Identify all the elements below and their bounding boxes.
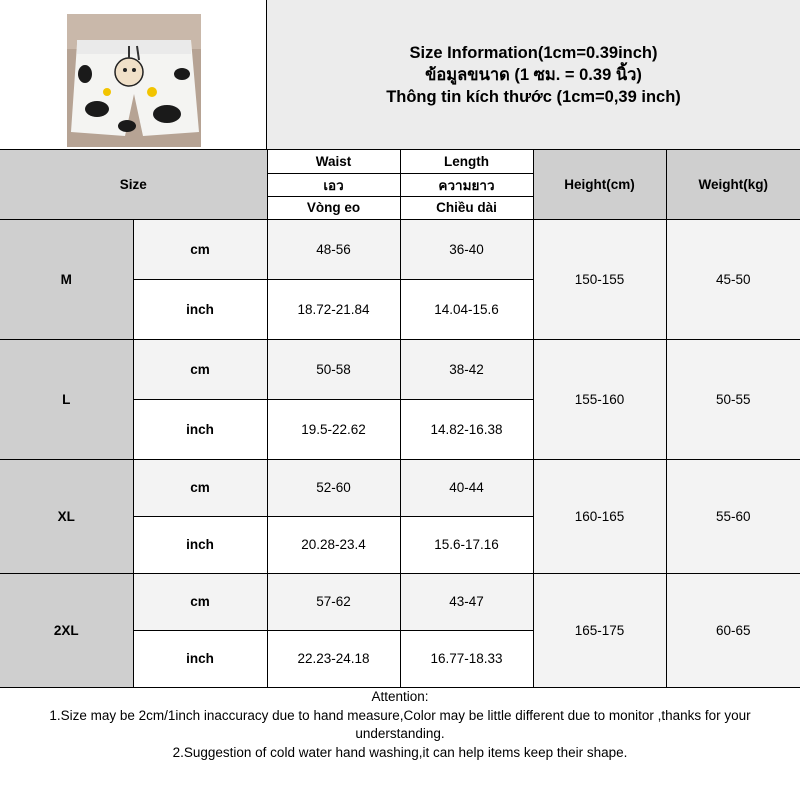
attention-note-1: 1.Size may be 2cm/1inch inaccuracy due to hand measure,Color may be little different due to monitor ,thanks for your understanding. [49, 707, 751, 741]
unit-label-inch: inch [133, 630, 267, 687]
size-table [0, 150, 800, 688]
waist-inch-value: 18.72-21.84 [267, 279, 400, 339]
weight-value: 55-60 [666, 459, 800, 573]
product-photo-cell [0, 0, 267, 150]
unit-label-cm: cm [133, 573, 267, 630]
table-row [0, 573, 800, 630]
waist-cm-value: 57-62 [267, 573, 400, 630]
unit-label-inch: inch [133, 516, 267, 573]
length-inch-value: 14.04-15.6 [400, 279, 533, 339]
length-cm-value: 36-40 [400, 219, 533, 279]
waist-header-en: Waist [267, 150, 400, 173]
weight-value: 45-50 [666, 219, 800, 339]
height-header: Height(cm) [533, 150, 666, 219]
weight-value: 50-55 [666, 339, 800, 459]
waist-header-vi: Vòng eo [267, 196, 400, 219]
size-label-2xl: 2XL [0, 573, 133, 687]
table-row [0, 339, 800, 399]
waist-inch-value: 22.23-24.18 [267, 630, 400, 687]
size-label-m: M [0, 219, 133, 339]
product-photo [67, 14, 201, 147]
length-header-en: Length [400, 150, 533, 173]
length-cm-value: 38-42 [400, 339, 533, 399]
unit-label-inch: inch [133, 279, 267, 339]
length-header-th: ความยาว [400, 173, 533, 196]
length-inch-value: 16.77-18.33 [400, 630, 533, 687]
waist-header-th: เอว [267, 173, 400, 196]
shorts-image [67, 14, 201, 147]
waist-inch-value: 20.28-23.4 [267, 516, 400, 573]
waist-cm-value: 50-58 [267, 339, 400, 399]
attention-title: Attention: [371, 689, 429, 704]
attention-notes [0, 688, 800, 800]
height-value: 160-165 [533, 459, 666, 573]
table-row [0, 459, 800, 516]
size-label-l: L [0, 339, 133, 459]
size-information-header [267, 0, 800, 150]
length-header-vi: Chiều dài [400, 196, 533, 219]
length-inch-value: 15.6-17.16 [400, 516, 533, 573]
info-line-english: Size Information(1cm=0.39inch) [409, 43, 658, 62]
size-header: Size [0, 150, 267, 219]
length-inch-value: 14.82-16.38 [400, 399, 533, 459]
info-line-thai: ข้อมูลขนาด (1 ซม. = 0.39 นิ้ว) [425, 65, 642, 84]
table-row [0, 219, 800, 279]
weight-value: 60-65 [666, 573, 800, 687]
unit-label-cm: cm [133, 459, 267, 516]
height-value: 165-175 [533, 573, 666, 687]
size-label-xl: XL [0, 459, 133, 573]
length-cm-value: 40-44 [400, 459, 533, 516]
unit-label-cm: cm [133, 219, 267, 279]
weight-header: Weight(kg) [666, 150, 800, 219]
waist-inch-value: 19.5-22.62 [267, 399, 400, 459]
height-value: 155-160 [533, 339, 666, 459]
height-value: 150-155 [533, 219, 666, 339]
attention-note-2: 2.Suggestion of cold water hand washing,it can help items keep their shape. [172, 744, 628, 760]
unit-label-cm: cm [133, 339, 267, 399]
length-cm-value: 43-47 [400, 573, 533, 630]
info-line-vietnamese: Thông tin kích thước (1cm=0,39 inch) [386, 87, 681, 106]
waist-cm-value: 48-56 [267, 219, 400, 279]
unit-label-inch: inch [133, 399, 267, 459]
waist-cm-value: 52-60 [267, 459, 400, 516]
